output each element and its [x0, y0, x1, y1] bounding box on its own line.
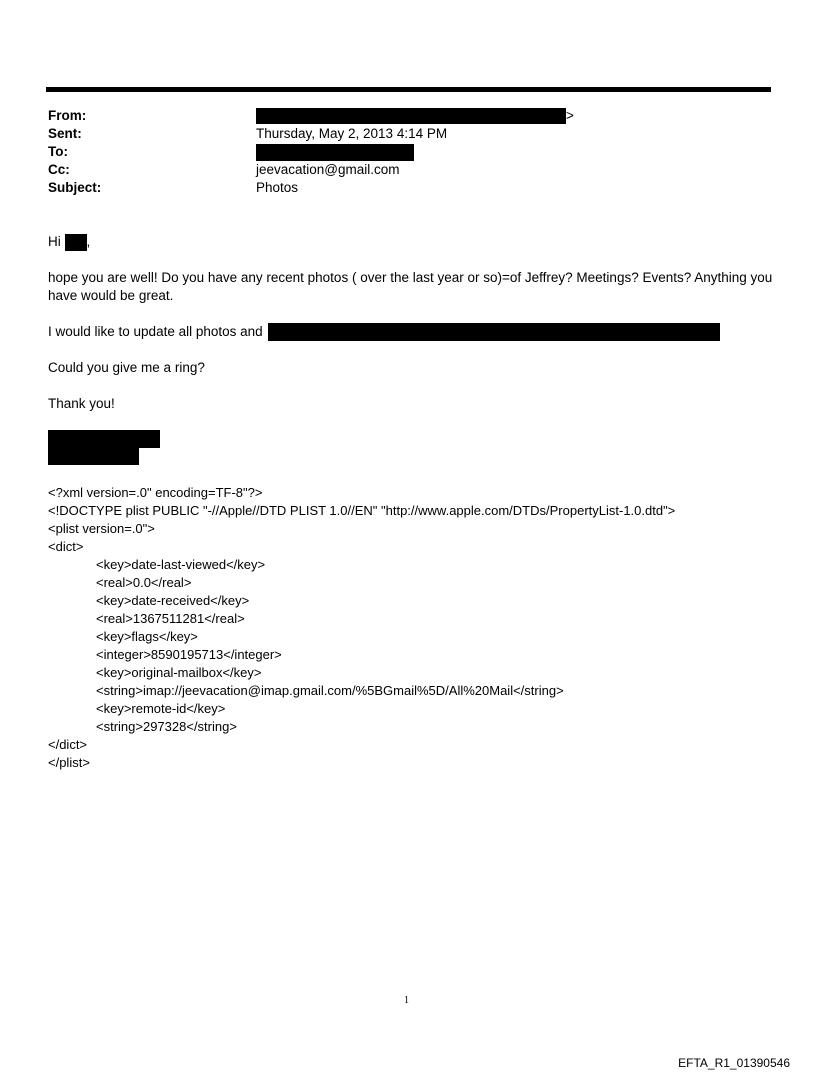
subject-row: [48, 179, 748, 197]
cc-label: Cc:: [48, 162, 70, 177]
sent-value: Thursday, May 2, 2013 4:14 PM: [256, 126, 448, 141]
plist-line: </plist>: [48, 755, 90, 770]
plist-line: <real>0.0</real>: [96, 575, 192, 590]
plist-line: <string>imap://jeevacation@imap.gmail.com/%5BGmail%5D/All%20Mail</string>: [96, 683, 564, 698]
redaction-block: [256, 108, 566, 124]
to-value: [256, 143, 414, 161]
sent-label: Sent:: [48, 126, 82, 141]
paragraph-2-text: I would like to update all photos and: [48, 324, 263, 339]
subject-value: Photos: [256, 180, 299, 195]
from-row: [48, 107, 748, 125]
paragraph-4: Thank you!: [48, 396, 115, 411]
plist-line: <key>date-last-viewed</key>: [96, 557, 266, 572]
plist-line: <?xml version=.0" encoding=TF-8"?>: [48, 485, 263, 500]
plist-line: <key>date-received</key>: [96, 593, 250, 608]
from-suffix: >: [566, 108, 574, 123]
signature-redaction: [48, 430, 160, 448]
redaction-block: [268, 323, 720, 341]
plist-line: <real>1367511281</real>: [96, 611, 245, 626]
plist-line: </dict>: [48, 737, 88, 752]
signature-redaction: [48, 448, 139, 465]
plist-line: <!DOCTYPE plist PUBLIC "-//Apple//DTD PLIST 1.0//EN" "http://www.apple.com/DTDs/PropertyList-1.0.dtd">: [48, 503, 676, 518]
plist-line: <key>flags</key>: [96, 629, 198, 644]
paragraph-1: hope you are well! Do you have any recent photos ( over the last year or so)=of Jeffrey? Meetings? Events? Anything you have would be great.: [48, 270, 773, 303]
to-label: To:: [48, 144, 68, 159]
greeting-suffix: ,: [86, 234, 91, 249]
plist-line: <integer>8590195713</integer>: [96, 647, 282, 662]
document-id: EFTA_R1_01390546: [678, 1056, 790, 1070]
plist-line: <dict>: [48, 539, 84, 554]
plist-line: <key>remote-id</key>: [96, 701, 226, 716]
cc-row: [48, 161, 748, 179]
greeting-text: Hi: [48, 234, 61, 249]
to-row: [48, 143, 748, 161]
header-rule: [46, 87, 771, 92]
from-value: [256, 107, 574, 125]
page-number: 1: [404, 995, 409, 1006]
paragraph-3: Could you give me a ring?: [48, 360, 205, 375]
redaction-block: [65, 234, 87, 251]
redaction-block: [256, 144, 414, 161]
subject-label: Subject:: [48, 180, 102, 195]
greeting: [48, 233, 773, 251]
sent-row: [48, 125, 748, 143]
plist-line: <plist version=.0">: [48, 521, 155, 536]
plist-line: <key>original-mailbox</key>: [96, 665, 262, 680]
cc-value: jeevacation@gmail.com: [256, 162, 400, 177]
plist-line: <string>297328</string>: [96, 719, 237, 734]
from-label: From:: [48, 108, 87, 123]
